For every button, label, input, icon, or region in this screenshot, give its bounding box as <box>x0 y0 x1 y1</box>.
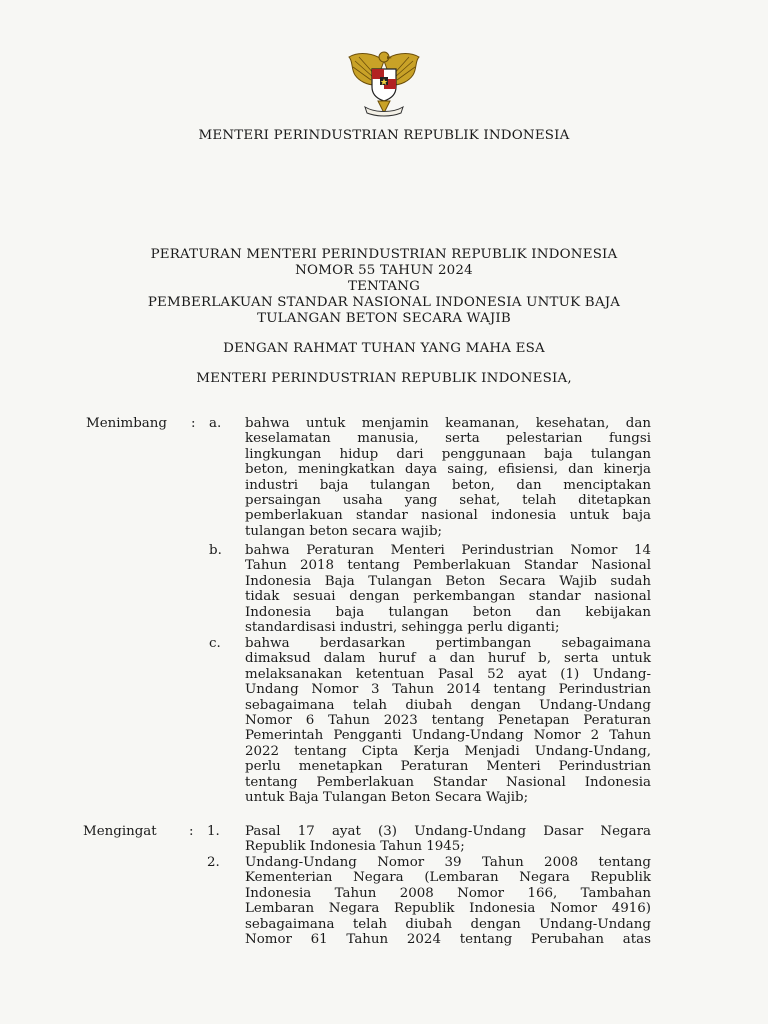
text-line: Lembaran Negara Republik Indonesia Nomor 4916) <box>245 901 651 917</box>
text-line: Tahun 2018 tentang Pemberlakuan Standar Nasional <box>245 558 651 574</box>
menimbang-item-a <box>245 416 651 539</box>
text-line: Nomor 61 Tahun 2024 tentang Perubahan atas <box>245 932 651 948</box>
item-marker: a. <box>209 416 222 431</box>
text-line: industri baja tulangan beton, dan menciptakan <box>245 477 651 493</box>
title-line: NOMOR 55 TAHUN 2024 <box>295 263 473 278</box>
menimbang-label: Menimbang <box>86 416 167 431</box>
text-line: lingkungan hidup dari penggunaan baja tulangan <box>245 446 651 462</box>
preamble-rahmat: DENGAN RAHMAT TUHAN YANG MAHA ESA <box>223 341 545 356</box>
menimbang-colon: : <box>191 416 196 431</box>
text-line: Pemerintah Pengganti Undang-Undang Nomor 2 Tahun <box>245 728 651 744</box>
mengingat-item-1 <box>245 824 651 855</box>
text-line: dimaksud dalam huruf a dan huruf b, serta untuk <box>245 651 651 667</box>
text-line: tulangan beton secara wajib; <box>245 523 443 539</box>
text-line: sebagaimana telah diubah dengan Undang-Undang <box>245 697 651 713</box>
text-line: keselamatan manusia, serta pelestarian fungsi <box>245 431 651 447</box>
ministry-heading: MENTERI PERINDUSTRIAN REPUBLIK INDONESIA <box>198 128 570 143</box>
menimbang-item-c <box>245 636 651 805</box>
text-line: Pasal 17 ayat (3) Undang-Undang Dasar Negara <box>245 824 651 839</box>
text-line: bahwa Peraturan Menteri Perindustrian Nomor 14 <box>245 543 651 558</box>
title-line: PERATURAN MENTERI PERINDUSTRIAN REPUBLIK INDONESIA <box>150 247 618 262</box>
text-line: sebagaimana telah diubah dengan Undang-Undang <box>245 916 651 932</box>
mengingat-colon: : <box>189 824 194 839</box>
item-marker: 1. <box>207 824 220 839</box>
text-line: bahwa berdasarkan pertimbangan sebagaimana <box>245 636 651 651</box>
garuda-emblem-icon <box>345 47 423 119</box>
text-line: Kementerian Negara (Lembaran Negara Republik <box>245 870 651 886</box>
text-line: melaksanakan ketentuan Pasal 52 ayat (1) Undang- <box>245 666 651 682</box>
regulation-title <box>0 247 768 327</box>
text-line: Nomor 6 Tahun 2023 tentang Penetapan Peraturan <box>245 713 651 729</box>
text-line: Indonesia Baja Tulangan Beton Secara Wajib sudah <box>245 573 651 589</box>
preamble-menteri: MENTERI PERINDUSTRIAN REPUBLIK INDONESIA, <box>196 371 572 386</box>
title-line: TULANGAN BETON SECARA WAJIB <box>257 311 511 326</box>
text-line: Republik Indonesia Tahun 1945; <box>245 839 465 855</box>
text-line: standardisasi industri, sehingga perlu diganti; <box>245 620 560 636</box>
item-marker: c. <box>209 636 221 651</box>
text-line: persaingan usaha yang sehat, telah ditetapkan <box>245 493 651 509</box>
text-line: Undang Nomor 3 Tahun 2014 tentang Perindustrian <box>245 682 651 698</box>
text-line: tidak sesuai dengan perkembangan standar nasional <box>245 589 651 605</box>
item-marker: 2. <box>207 855 220 870</box>
text-line: bahwa untuk menjamin keamanan, kesehatan, dan <box>245 416 651 431</box>
text-line: beton, meningkatkan daya saing, efisiensi, dan kinerja <box>245 462 651 478</box>
text-line: perlu menetapkan Peraturan Menteri Perindustrian <box>245 759 651 775</box>
item-marker: b. <box>209 543 222 558</box>
menimbang-item-b <box>245 543 651 635</box>
text-line: Indonesia Tahun 2008 Nomor 166, Tambahan <box>245 885 651 901</box>
text-line: untuk Baja Tulangan Beton Secara Wajib; <box>245 790 529 806</box>
text-line: pemberlakuan standar nasional indonesia untuk baja <box>245 508 651 524</box>
title-line: PEMBERLAKUAN STANDAR NASIONAL INDONESIA UNTUK BAJA <box>147 295 621 310</box>
title-line: TENTANG <box>347 279 421 294</box>
text-line: Indonesia baja tulangan beton dan kebijakan <box>245 604 651 620</box>
mengingat-label: Mengingat <box>83 824 157 839</box>
text-line: Undang-Undang Nomor 39 Tahun 2008 tentang <box>245 855 651 870</box>
mengingat-item-2 <box>245 855 651 947</box>
text-line: tentang Pemberlakuan Standar Nasional Indonesia <box>245 774 651 790</box>
text-line: 2022 tentang Cipta Kerja Menjadi Undang-Undang, <box>245 743 651 759</box>
